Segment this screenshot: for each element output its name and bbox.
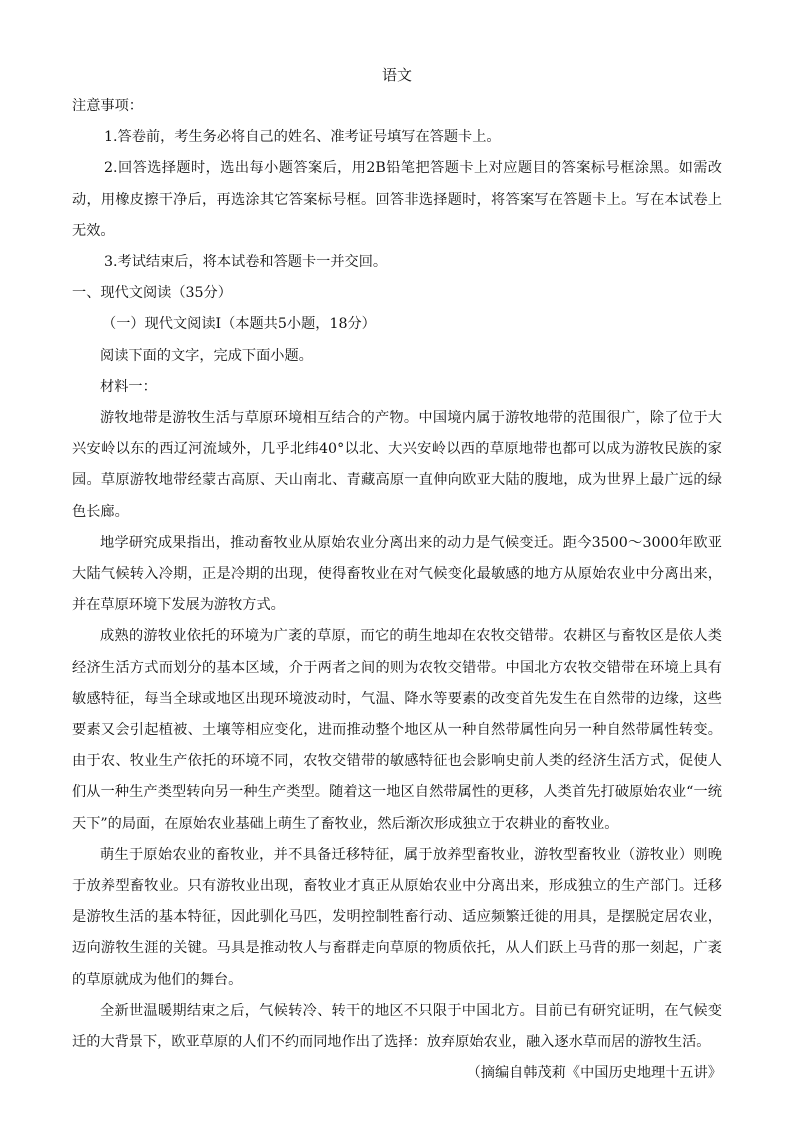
exam-page — [72, 60, 722, 1090]
article-paragraph: 地学研究成果指出，推动畜牧业从原始农业分离出来的动力是气候变迁。距今3500～3000年欧亚大陆气候转入冷期，正是冷期的出现，使得畜牧业在对气候变化最敏感的地方从原始农业中分离出来，并在草原环境下发展为游牧方式。 — [72, 534, 722, 614]
article-paragraph: 萌生于原始农业的畜牧业，并不具备迁移特征，属于放养型畜牧业，游牧型畜牧业（游牧业）则晚于放养型畜牧业。只有游牧业出现，畜牧业才真正从原始农业中分离出来，形成独立的生产部门。迁移是游牧生活的基本特征，因此驯化马匹，发明控制牲畜行动、适应频繁迁徙的用具，是摆脱定居农业，迈向游牧生涯的关键。马具是推动牧人与畜群走向草原的物质依托，从人们跃上马背的那一刻起，广袤的草原就成为他们的舞台。 — [72, 846, 722, 988]
section-heading: 一、现代文阅读（35分） — [72, 285, 232, 302]
article-paragraph: 成熟的游牧业依托的环境为广袤的草原，而它的萌生地却在农牧交错带。农耕区与畜牧区是依人类经济生活方式而划分的基本区域，介于两者之间的则为农牧交错带。中国北方农牧交错带在环境上具有敏感特征，每当全球或地区出现环境波动时，气温、降水等要素的改变首先发生在自然带的边缘，这些要素又会引起植被、土壤等相应变化，进而推动整个地区从一种自然带属性向另一种自然带属性转变。由于农、牧业生产依托的环境不同，农牧交错带的敏感特征也会影响史前人类的经济生活方式，促使人们从一种生产类型转向另一种生产类型。随着这一地区自然带属性的更移，人类首先打破原始农业“一统天下”的局面，在原始农业基础上萌生了畜牧业，然后渐次形成独立于农耕业的畜牧业。 — [72, 628, 722, 832]
notice-item: 1.答卷前，考生务必将自己的姓名、准考证号填写在答题卡上。 — [104, 129, 501, 146]
reading-instruction: 阅读下面的文字，完成下面小题。 — [100, 347, 313, 364]
notice-heading: 注意事项： — [72, 98, 143, 114]
page-title: 语文 — [381, 66, 412, 84]
subsection-heading: （一）现代文阅读Ⅰ（本题共5小题，18分） — [102, 316, 376, 333]
notice-item: 2.回答选择题时，选出每小题答案后，用2B铅笔把答题卡上对应题目的答案标号框涂黑。如需改动，用橡皮擦干净后，再选涂其它答案标号框。回答非选择题时，将答案写在答题卡上。写在本试卷上无效。 — [72, 160, 722, 239]
notice-item: 3.考试结束后，将本试卷和答题卡一并交回。 — [104, 254, 388, 271]
article-paragraph: 游牧地带是游牧生活与草原环境相互结合的产物。中国境内属于游牧地带的范围很广，除了位于大兴安岭以东的西辽河流域外，几乎北纬40°以北、大兴安岭以西的草原地带也都可以成为游牧民族的家园。草原游牧地带经蒙古高原、天山南北、青藏高原一直伸向欧亚大陆的腹地，成为世界上最广远的绿色长廊。 — [72, 410, 722, 520]
article-paragraph: 全新世温暖期结束之后，气候转冷、转干的地区不只限于中国北方。目前已有研究证明，在气候变迁的大背景下，欧亚草原的人们不约而同地作出了选择：放弃原始农业，融入逐水草而居的游牧生活。 — [72, 1002, 722, 1051]
source-citation: （摘编自韩茂莉《中国历史地理十五讲》 — [466, 1065, 722, 1082]
material-label: 材料一： — [100, 378, 157, 395]
